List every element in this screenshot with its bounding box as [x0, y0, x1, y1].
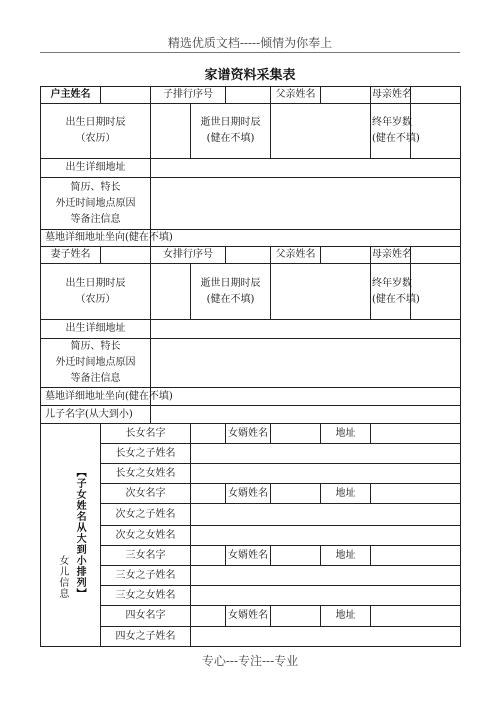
wife-address-label: 出生详细地址: [41, 320, 151, 339]
wife-resume-row: [41, 339, 461, 388]
daughter-3-name-field[interactable]: [191, 546, 226, 566]
daughters-side-label: [41, 424, 101, 647]
householder-death-field[interactable]: [271, 104, 371, 159]
daughter-4-name-field[interactable]: [191, 606, 226, 627]
wife-death-label-line1: 逝世日期时辰: [200, 277, 261, 289]
householder-mother-field[interactable]: [411, 87, 461, 104]
wife-age-field[interactable]: [411, 264, 461, 320]
header-divider: [40, 52, 460, 53]
daughter-3-addr-field[interactable]: [371, 546, 461, 566]
householder-age-field[interactable]: [411, 104, 461, 159]
daughter-1-name-label: 长女名字: [101, 424, 191, 444]
daughter-4-spouse-label: 女婿姓名: [226, 606, 271, 627]
householder-mother-label: 母亲姓名: [371, 87, 411, 104]
daughter-2-addr-field[interactable]: [371, 484, 461, 504]
daughter-2-spouse-label: 女婿姓名: [226, 484, 271, 504]
daughter-4-addr-label: 地址: [321, 606, 371, 627]
daughter-3-child2-row: [41, 586, 461, 606]
wife-birth-label-line2: （农历）: [75, 293, 116, 305]
daughter-2-spouse-field[interactable]: [271, 484, 321, 504]
wife-age-label: [371, 264, 420, 320]
householder-death-label-line1: 逝世日期时辰: [200, 117, 261, 128]
daughter-3-row: [41, 546, 461, 566]
daughter-1-child1-row: [41, 444, 461, 464]
wife-rank-field[interactable]: [226, 247, 271, 264]
householder-resume-row: [41, 178, 461, 230]
householder-tomb-row: [41, 230, 461, 247]
sons-row: [41, 406, 461, 424]
wife-tomb-row: [41, 388, 461, 406]
wife-address-field[interactable]: [151, 320, 461, 339]
daughter-3-child2-label: 三女之女姓名: [101, 586, 191, 606]
daughter-2-name-field[interactable]: [191, 484, 226, 504]
daughter-3-child1-row: [41, 566, 461, 586]
genealogy-form-table: [40, 86, 461, 647]
daughter-2-child2-row: [41, 526, 461, 546]
daughter-1-addr-field[interactable]: [371, 424, 461, 444]
householder-father-field[interactable]: [321, 87, 371, 104]
daughter-3-child2-field[interactable]: [191, 586, 461, 606]
wife-name-field[interactable]: [101, 247, 151, 264]
householder-age-label: [371, 104, 420, 159]
daughter-4-child1-field[interactable]: [191, 627, 461, 647]
wife-father-field[interactable]: [321, 247, 371, 264]
daughter-1-addr-label: 地址: [321, 424, 371, 444]
daughter-1-child2-label: 长女之女姓名: [101, 464, 191, 484]
wife-rank-label: 女排行序号: [151, 247, 226, 264]
wife-death-label: [191, 264, 271, 320]
wife-address-row: [41, 320, 461, 339]
wife-tomb-label: 墓地详细地址坐向(健在不填): [41, 388, 151, 406]
wife-tomb-field[interactable]: [151, 388, 461, 406]
daughter-2-child2-field[interactable]: [191, 526, 461, 546]
householder-father-label: 父亲姓名: [271, 87, 321, 104]
wife-resume-line3: 等备注信息: [70, 373, 121, 384]
householder-age-label-line2: (健在不填): [372, 133, 420, 144]
daughter-3-addr-label: 地址: [321, 546, 371, 566]
wife-age-label-line1: 终年岁数: [372, 277, 412, 289]
daughter-4-spouse-field[interactable]: [271, 606, 321, 627]
wife-resume-line1: 简历、特长: [70, 341, 121, 352]
wife-father-label: 父亲姓名: [271, 247, 321, 264]
householder-resume-line1: 简历、特长: [70, 181, 121, 193]
householder-address-label: 出生详细地址: [41, 159, 151, 178]
daughter-1-spouse-field[interactable]: [271, 424, 321, 444]
daughter-2-child1-field[interactable]: [191, 504, 461, 526]
daughter-3-spouse-field[interactable]: [271, 546, 321, 566]
wife-birth-field[interactable]: [151, 264, 191, 320]
daughter-2-child1-row: [41, 504, 461, 526]
householder-death-label-line2: (健在不填): [206, 133, 255, 144]
daughter-1-child1-field[interactable]: [191, 444, 461, 464]
householder-death-label: [191, 104, 271, 159]
daughter-4-name-label: 四女名字: [101, 606, 191, 627]
householder-name-row: [41, 87, 461, 104]
daughter-1-name-field[interactable]: [191, 424, 226, 444]
householder-tomb-field[interactable]: [151, 230, 461, 247]
wife-mother-field[interactable]: [411, 247, 461, 264]
householder-address-row: [41, 159, 461, 178]
daughter-4-child1-row: [41, 627, 461, 647]
householder-address-field[interactable]: [151, 159, 461, 178]
householder-resume-field[interactable]: [151, 178, 461, 230]
daughter-3-spouse-label: 女婿姓名: [226, 546, 271, 566]
householder-tomb-label: 墓地详细地址坐向(健在不填): [41, 230, 151, 247]
wife-mother-label: 母亲姓名: [371, 247, 411, 264]
wife-name-label: 妻子姓名: [41, 247, 101, 264]
householder-dates-row: [41, 104, 461, 159]
householder-birth-label: [41, 104, 151, 159]
sons-field[interactable]: [151, 406, 461, 424]
daughter-1-row: [41, 424, 461, 444]
daughter-2-name-label: 次女名字: [101, 484, 191, 504]
daughter-1-spouse-label: 女婿姓名: [226, 424, 271, 444]
daughter-4-row: [41, 606, 461, 627]
householder-birth-label-line2: （农历）: [75, 133, 116, 144]
wife-birth-label: [41, 264, 151, 320]
wife-death-field[interactable]: [271, 264, 371, 320]
daughter-2-child1-label: 次女之子姓名: [101, 504, 191, 526]
wife-resume-label: [41, 339, 151, 388]
householder-age-label-line1: 终年岁数: [372, 117, 412, 128]
form-title: 家谱资料采集表: [204, 68, 296, 83]
daughter-3-name-label: 三女名字: [101, 546, 191, 566]
daughters-side-label-b: 【子女姓名从大到小排列】: [74, 466, 86, 599]
wife-age-label-line2: (健在不填): [372, 293, 420, 305]
householder-rank-field[interactable]: [226, 87, 271, 104]
daughter-4-addr-field[interactable]: [371, 606, 461, 627]
page-footer: 专心---专注---专业: [201, 654, 299, 668]
daughter-3-child1-label: 三女之子姓名: [101, 566, 191, 586]
daughter-3-child1-field[interactable]: [191, 566, 461, 586]
wife-birth-label-line1: 出生日期时辰: [65, 277, 126, 289]
daughter-2-addr-label: 地址: [321, 484, 371, 504]
daughter-4-child1-label: 四女之子姓名: [101, 627, 191, 647]
wife-resume-line2: 外迁时间地点原因: [55, 357, 136, 368]
householder-birth-field[interactable]: [151, 104, 191, 159]
daughter-1-child2-field[interactable]: [191, 464, 461, 484]
householder-resume-label: [41, 178, 151, 230]
wife-resume-field[interactable]: [151, 339, 461, 388]
householder-rank-label: 子排行序号: [151, 87, 226, 104]
daughter-1-child1-label: 长女之子姓名: [101, 444, 191, 464]
householder-birth-label-line1: 出生日期时辰: [65, 117, 126, 128]
sons-label: 儿子名字(从大到小): [41, 406, 151, 424]
householder-name-label: 户主姓名: [41, 87, 101, 104]
wife-dates-row: [41, 264, 461, 320]
wife-name-row: [41, 247, 461, 264]
daughters-side-label-a: 女儿信息: [56, 554, 68, 599]
householder-resume-line2: 外迁时间地点原因: [55, 197, 136, 209]
householder-name-field[interactable]: [101, 87, 151, 104]
daughter-2-child2-label: 次女之女姓名: [101, 526, 191, 546]
page-header: 精选优质文档-----倾情为你奉上: [167, 36, 333, 50]
daughter-2-row: [41, 484, 461, 504]
daughter-1-child2-row: [41, 464, 461, 484]
wife-death-label-line2: (健在不填): [206, 293, 255, 305]
householder-resume-line3: 等备注信息: [70, 213, 121, 225]
